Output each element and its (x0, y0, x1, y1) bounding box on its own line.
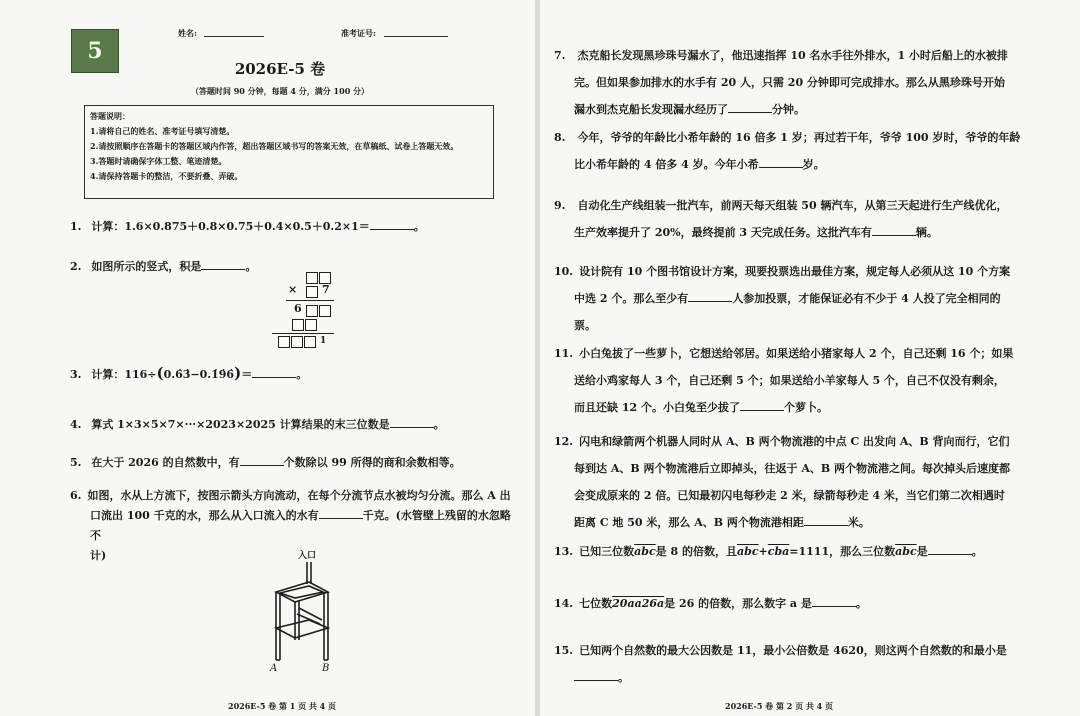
question-text: 闪电和绿箭两个机器人同时从 A、B 两个物流港的中点 C 出发向 A、B 背向而行，它们 (579, 435, 1010, 448)
vertical-multiplication-diagram (268, 270, 343, 350)
question-number: 6. (70, 489, 82, 502)
answer-blank[interactable] (740, 400, 784, 411)
digit-box (306, 305, 318, 317)
instruction-item: 1.请将自己的姓名、准考证号填写清楚。 (90, 126, 235, 136)
question-text: =1111，那么三位数 (789, 545, 896, 558)
question-text: 送给小鸡家每人 3 个，自己还剩 5 个；如果送给小羊家每人 5 个，自己不仅没有剩余， (574, 374, 1005, 387)
outlet-a-label: A (270, 663, 278, 674)
question-8 (554, 124, 1034, 178)
question-number: 1. (70, 220, 82, 233)
question-text: 今年，爷爷的年龄比小希年龄的 16 倍多 1 岁；再过若干年，爷爷 100 岁时，爷爷的年龄 (577, 131, 1021, 144)
question-number: 2. (70, 260, 82, 273)
question-7 (554, 42, 1034, 123)
overline-number: $\overline{abc}$ (634, 545, 656, 558)
question-text: 如图，水从上方流下，按图示箭头方向流动，在每个分流节点水被均匀分流。那么 A 出 (87, 489, 511, 502)
question-11 (554, 340, 1034, 421)
question-text-end: 。 (971, 545, 983, 558)
answer-blank[interactable] (688, 291, 732, 302)
question-number: 12. (554, 435, 574, 448)
question-text: 个萝卜。 (783, 401, 828, 414)
question-text: 七位数 (579, 597, 613, 610)
question-text-end: 。 (618, 671, 629, 684)
question-number: 9. (554, 199, 566, 212)
question-text-end: 。 (433, 418, 445, 431)
answer-blank[interactable] (928, 544, 972, 555)
question-text: 千克。(水管壁上残留的水忽略不 (90, 509, 511, 542)
question-text: 是 26 的倍数，那么数字 a 是 (664, 597, 812, 610)
answer-blank[interactable] (319, 508, 363, 519)
question-text: 分钟。 (772, 103, 805, 116)
right-paren: ) (234, 364, 242, 382)
question-text: 在大于 2026 的自然数中，有 (91, 456, 240, 469)
overline-number: $\overline{cba}$ (767, 545, 790, 558)
question-text-end: 。 (413, 220, 425, 233)
question-text: 计) (90, 549, 107, 562)
equals-sign: ＝ (241, 368, 253, 381)
question-text: 距离 C 地 50 米，那么 A、B 两个物流港相距 (574, 516, 804, 529)
question-number: 14. (554, 597, 574, 610)
question-text-end: 。 (855, 597, 867, 610)
question-12 (554, 428, 1034, 536)
overline-number: $\overline{abc}$ (737, 545, 759, 558)
question-13 (554, 538, 1034, 565)
question-number: 5. (70, 456, 82, 469)
question-text: 计算：116÷ (91, 368, 157, 381)
digit-box (292, 319, 304, 331)
digit-box (291, 336, 303, 348)
answer-blank[interactable] (872, 225, 916, 236)
question-text: 如图所示的竖式，积是 (91, 260, 202, 273)
answer-blank[interactable] (201, 259, 245, 270)
answer-blank[interactable] (728, 102, 772, 113)
answer-blank[interactable] (390, 417, 434, 428)
question-number: 10. (554, 265, 574, 278)
digit-1: 1 (320, 336, 327, 346)
digit-box (304, 336, 316, 348)
question-number: 15. (554, 644, 574, 657)
name-label: 姓名: (178, 28, 197, 38)
question-number: 3. (70, 368, 82, 381)
overline-number: $\overline{abc}$ (895, 545, 917, 558)
instructions-heading: 答题说明： (90, 111, 130, 121)
page-footer-left: 2026E-5 卷 第 1 页 共 4 页 (228, 701, 337, 711)
diagram-rule (272, 333, 334, 334)
times-sign: × (288, 283, 298, 296)
question-text: 已知两个自然数的最大公因数是 11，最小公倍数是 4620，则这两个自然数的和最小是 (579, 644, 1007, 657)
question-number: 4. (70, 418, 82, 431)
instruction-item: 2.请按照顺序在答题卡的答题区域内作答，超出答题区域书写的答案无效，在草稿纸、试卷上答题无效。 (90, 141, 459, 151)
water-pipe-diagram (262, 550, 342, 685)
question-text: 完。但如果参加排水的水手有 20 人，只需 20 分钟即可完成排水。那么从黑珍珠号开始 (574, 76, 1005, 89)
question-number: 7. (554, 49, 566, 62)
paper-number-badge: 5 (71, 29, 119, 73)
question-text: 而且还缺 12 个。小白兔至少拔了 (574, 401, 740, 414)
question-text: 每到达 A、B 两个物流港后立即掉头，往返于 A、B 两个物流港之间。每次掉头后速度都 (574, 462, 1010, 475)
digit-box (319, 305, 331, 317)
question-14 (554, 590, 1034, 617)
question-text: 杰克船长发现黑珍珠号漏水了，他迅速指挥 10 名水手往外排水，1 小时后船上的水被排 (577, 49, 1008, 62)
digit-6: 6 (294, 302, 302, 315)
answer-blank[interactable] (240, 455, 284, 466)
question-text: 岁。 (802, 158, 825, 171)
question-text: 自动化生产线组装一批汽车，前两天每天组装 50 辆汽车，从第三天起进行生产线优化， (577, 199, 1008, 212)
overline-number: 20aa26a (612, 597, 665, 610)
instruction-item: 4.请保持答题卡的整洁，不要折叠、弄破。 (90, 171, 243, 181)
instruction-item: 3.答题时请确保字体工整、笔迹清楚。 (90, 156, 227, 166)
diagram-rule (286, 300, 334, 301)
question-number: 11. (554, 347, 574, 360)
right-page (540, 0, 1080, 716)
question-text: 中选 2 个。那么至少有 (574, 292, 689, 305)
left-page (0, 0, 535, 716)
paper-title: 2026E-5 卷 (234, 60, 326, 78)
question-text: 米。 (847, 516, 870, 529)
instructions-box (84, 105, 494, 199)
plus-sign: + (758, 545, 768, 558)
question-text: 生产效率提升了 20%，最终提前 3 天完成任务。这批汽车有 (574, 226, 872, 239)
answer-blank[interactable] (252, 367, 296, 378)
question-1 (70, 218, 425, 236)
answer-blank[interactable] (804, 515, 848, 526)
answer-blank[interactable] (759, 157, 803, 168)
question-text: 比小希年龄的 4 倍多 4 岁。今年小希 (574, 158, 759, 171)
question-number: 8. (554, 131, 566, 144)
question-text: 漏水到杰克船长发现漏水经历了 (574, 103, 728, 116)
question-text: 计算：1.6×0.875＋0.8×0.75＋0.4×0.5＋0.2×1＝ (91, 220, 370, 233)
question-4 (70, 416, 445, 434)
question-text: 是 8 的倍数，且 (655, 545, 737, 558)
question-text: 小白兔拔了一些萝卜，它想送给邻居。如果送给小猪家每人 2 个，自己还剩 16 个；如果 (579, 347, 1014, 360)
recurring-decimal-expression: 0.6̇3̇−0.1̇9̇6̇ (163, 368, 235, 381)
pipe-network-svg (262, 562, 342, 672)
question-15 (554, 637, 1034, 691)
question-text: 设计院有 10 个图书馆设计方案，现要投票选出最佳方案，规定每人必须从这 10 个方案 (579, 265, 1011, 278)
question-text: 票。 (574, 319, 596, 332)
question-text: 已知三位数 (579, 545, 635, 558)
question-9 (554, 192, 1034, 246)
question-text: 是 (916, 545, 928, 558)
inlet-label: 入口 (298, 551, 317, 561)
question-text: 辆。 (915, 226, 938, 239)
digit-box (278, 336, 290, 348)
question-text-end: 个数除以 99 所得的商和余数相等。 (283, 456, 461, 469)
question-number: 13. (554, 545, 574, 558)
answer-blank[interactable] (370, 219, 414, 230)
question-text-end: 。 (245, 260, 257, 273)
question-text: 算式 1×3×5×7×···×2023×2025 计算结果的末三位数是 (91, 418, 390, 431)
question-text: 口流出 100 千克的水，那么从入口流入的水有 (90, 509, 319, 522)
question-3 (70, 364, 307, 384)
question-2 (70, 258, 256, 276)
name-field[interactable] (204, 24, 264, 37)
question-text: 人参加投票，才能保证必有不少于 4 人投了完全相同的 (732, 292, 1001, 305)
digit-box (306, 272, 318, 284)
left-paren: ( (156, 364, 164, 382)
digit-7: 7 (322, 283, 330, 296)
paper-subtitle: （答题时间 90 分钟，每题 4 分，满分 100 分） (190, 86, 370, 96)
exam-id-field[interactable] (384, 24, 448, 37)
question-10 (554, 258, 1034, 339)
question-5 (70, 454, 461, 472)
question-text-end: 。 (296, 368, 308, 381)
digit-box (306, 286, 318, 298)
outlet-b-label: B (322, 663, 330, 674)
question-text: 会变成原来的 2 倍。已知最初闪电每秒走 2 米，绿箭每秒走 4 米，当它们第二次相遇时 (574, 489, 1005, 502)
digit-box (305, 319, 317, 331)
answer-blank[interactable] (574, 670, 618, 681)
exam-id-label: 准考证号: (341, 28, 376, 38)
answer-blank[interactable] (812, 596, 856, 607)
page-footer-right: 2026E-5 卷 第 2 页 共 4 页 (725, 701, 834, 711)
